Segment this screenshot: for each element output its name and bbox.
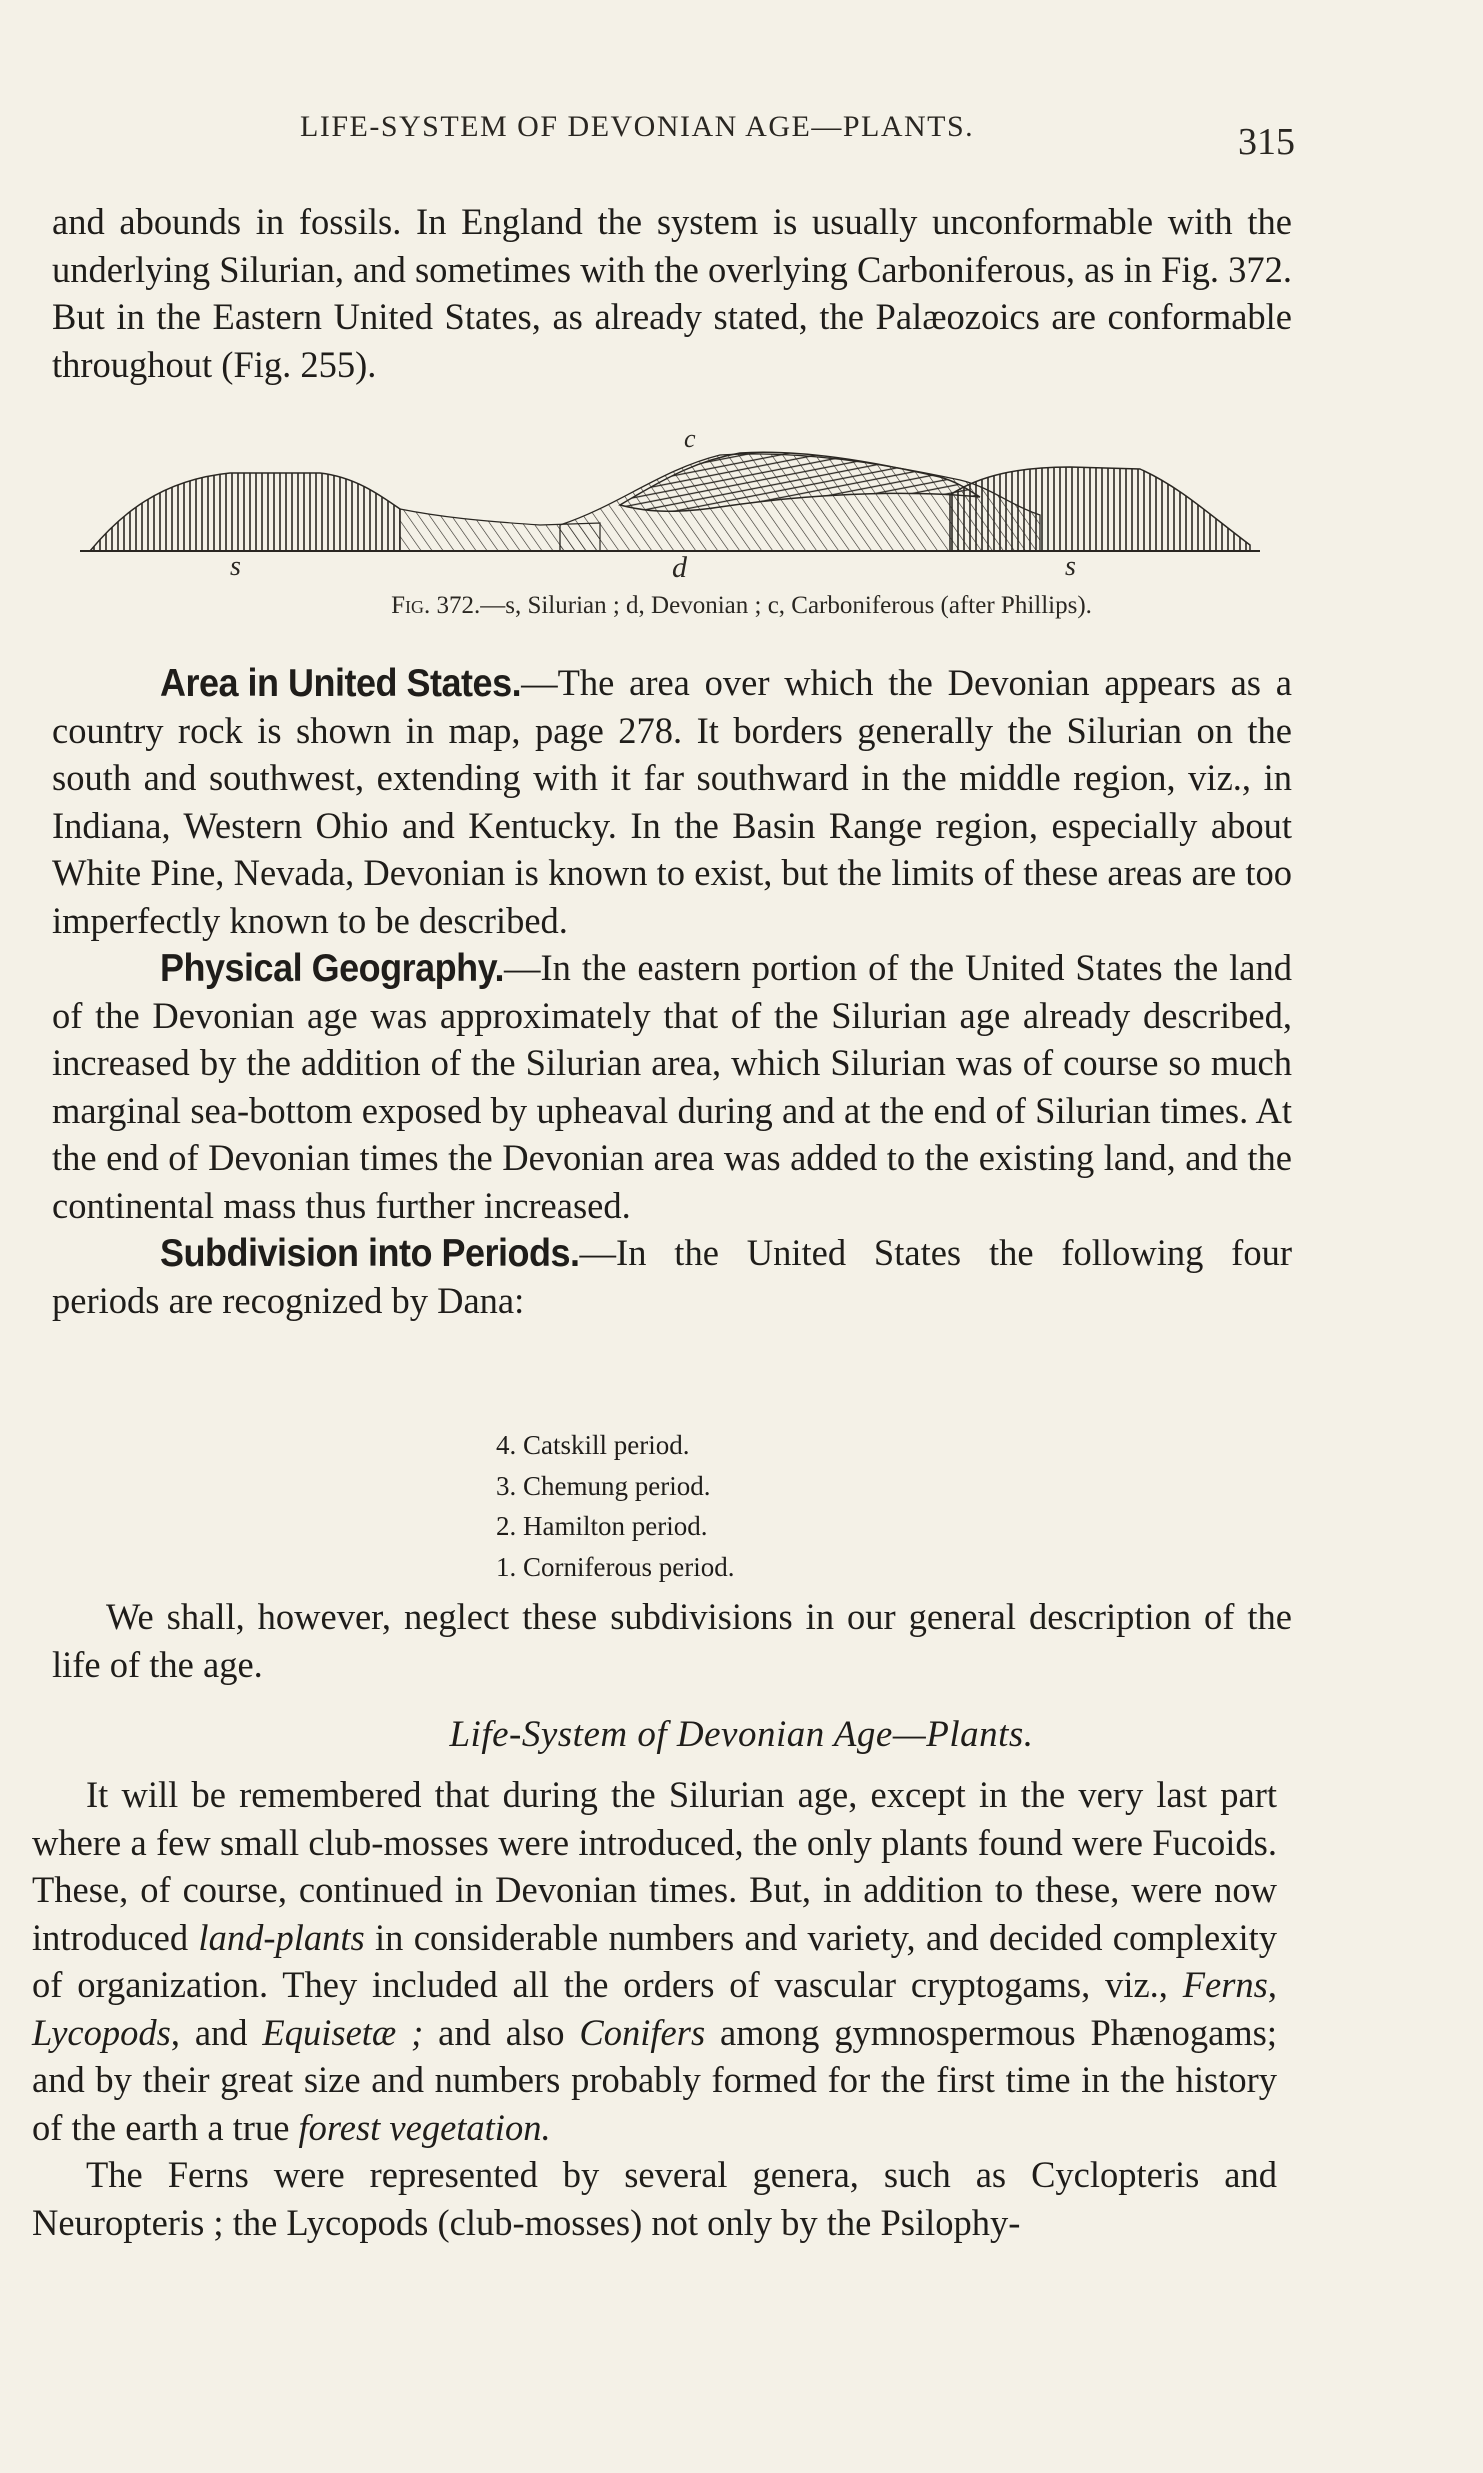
section-text-area: —The area over which the Devonian appears as a country rock is shown in map, page 278. It borders generally the Silurian on the south and southwest, extending with it far southward in the middle region, viz., in Indiana, Western Ohio and Kentucky. In the Basin Range region, especially about White Pine, Nevada, Devonian is known to exist, but the limits of these areas are too imperfectly known to be described.: [52, 662, 1292, 941]
period-list: [496, 1425, 734, 1587]
section-text-physical-geography: —In the eastern portion of the United States the land of the Devonian age was approximately that of the Silurian age already described, increased by the addition of the Silurian area, which Silurian was of course so much marginal sea-bottom exposed by upheaval during and at the end of Silurian times. At the end of Devonian times the Devonian area was added to the existing land, and the continental mass thus further increased.: [52, 947, 1292, 1226]
section-heading-subdivision: Subdivision into Periods.: [160, 1230, 580, 1275]
section-subtitle: Life-System of Devonian Age—Plants.: [449, 1714, 1034, 1755]
geological-section-figure: [80, 425, 1260, 585]
section-heading-physical-geography: Physical Geography.: [160, 945, 504, 990]
section-heading-area: Area in United States.: [160, 660, 522, 705]
emphasis-land-plants: land-plants: [198, 1916, 365, 1958]
body-text: in considerable numbers and variety, and decided complexity of organization. They included all the orders of vascular cryptogams, viz.,: [32, 1916, 1278, 2005]
list-item: 4. Catskill period.: [496, 1430, 690, 1460]
intro-text: and abounds in fossils. In England the system is usually unconformable with the underlying Silurian, and sometimes with the overlying Carboniferous, as in Fig. 372. But in the Eastern United States, as already stated, the Palæozoics are conformable throughout (Fig. 255).: [52, 201, 1292, 385]
figure-number: Fig. 372.: [391, 592, 481, 619]
sections-block: [52, 659, 1292, 1324]
section-area: [52, 659, 1292, 944]
label-c: c: [684, 425, 696, 453]
body-block: [32, 1771, 1277, 2246]
label-s-left: s: [230, 551, 241, 582]
figure-caption-text: —s, Silurian ; d, Devonian ; c, Carboniferous (after Phillips).: [480, 592, 1092, 619]
list-item: 2. Hamilton period.: [496, 1511, 708, 1541]
body-text: It will be remembered that during the Silurian age, except in the very last part where a few small club-mosses were introduced, the only plants found were Fucoids. These, of course, continued in Devonian times. But, in addition to these, were now introduced: [32, 1774, 1277, 1958]
emphasis-forest-vegetation: forest vegetation.: [298, 2106, 551, 2148]
after-list-text: We shall, however, neglect these subdivisions in our general description of the life of the age.: [52, 1596, 1292, 1685]
label-d: d: [672, 551, 687, 584]
body-text: among gymnospermous Phænogams; and by their great size and numbers probably formed for the first time in the history of the earth a true: [32, 2011, 1278, 2148]
section-text-subdivision: —In the United States the following four periods are recognized by Dana:: [52, 1232, 1292, 1321]
body-paragraph-1: [32, 1771, 1277, 2151]
figure-caption: [0, 592, 1483, 620]
running-title: LIFE-SYSTEM OF DEVONIAN AGE—PLANTS.: [300, 110, 975, 143]
intro-paragraph: [52, 198, 1292, 388]
section-physical-geography: [52, 944, 1292, 1229]
list-item: 3. Chemung period.: [496, 1470, 711, 1501]
emphasis-ferns: Ferns: [1182, 1964, 1268, 2005]
body-paragraph-2: The Ferns were represented by several genera, such as Cyclopteris and Neuropteris ; the Lycopods (club-mosses) not only by the Psilophy-: [32, 2154, 1277, 2243]
emphasis-conifers: Conifers: [579, 2011, 706, 2053]
emphasis-lycopods: Lycopods: [32, 2011, 171, 2053]
page-number: 315: [1238, 121, 1295, 163]
body-text: , and: [170, 2011, 263, 2053]
label-s-right: s: [1065, 551, 1076, 582]
emphasis-equisetae: Equisetæ ;: [262, 2011, 424, 2053]
list-item: 1. Corniferous period.: [496, 1551, 735, 1582]
body-text: ,: [1267, 1964, 1277, 2005]
body-text: and also: [423, 2011, 580, 2053]
after-list-paragraph: [52, 1593, 1292, 1688]
section-subdivision: [52, 1229, 1292, 1324]
silurian-left-strata: [90, 473, 400, 551]
silurian-right-strata: [950, 467, 1250, 551]
